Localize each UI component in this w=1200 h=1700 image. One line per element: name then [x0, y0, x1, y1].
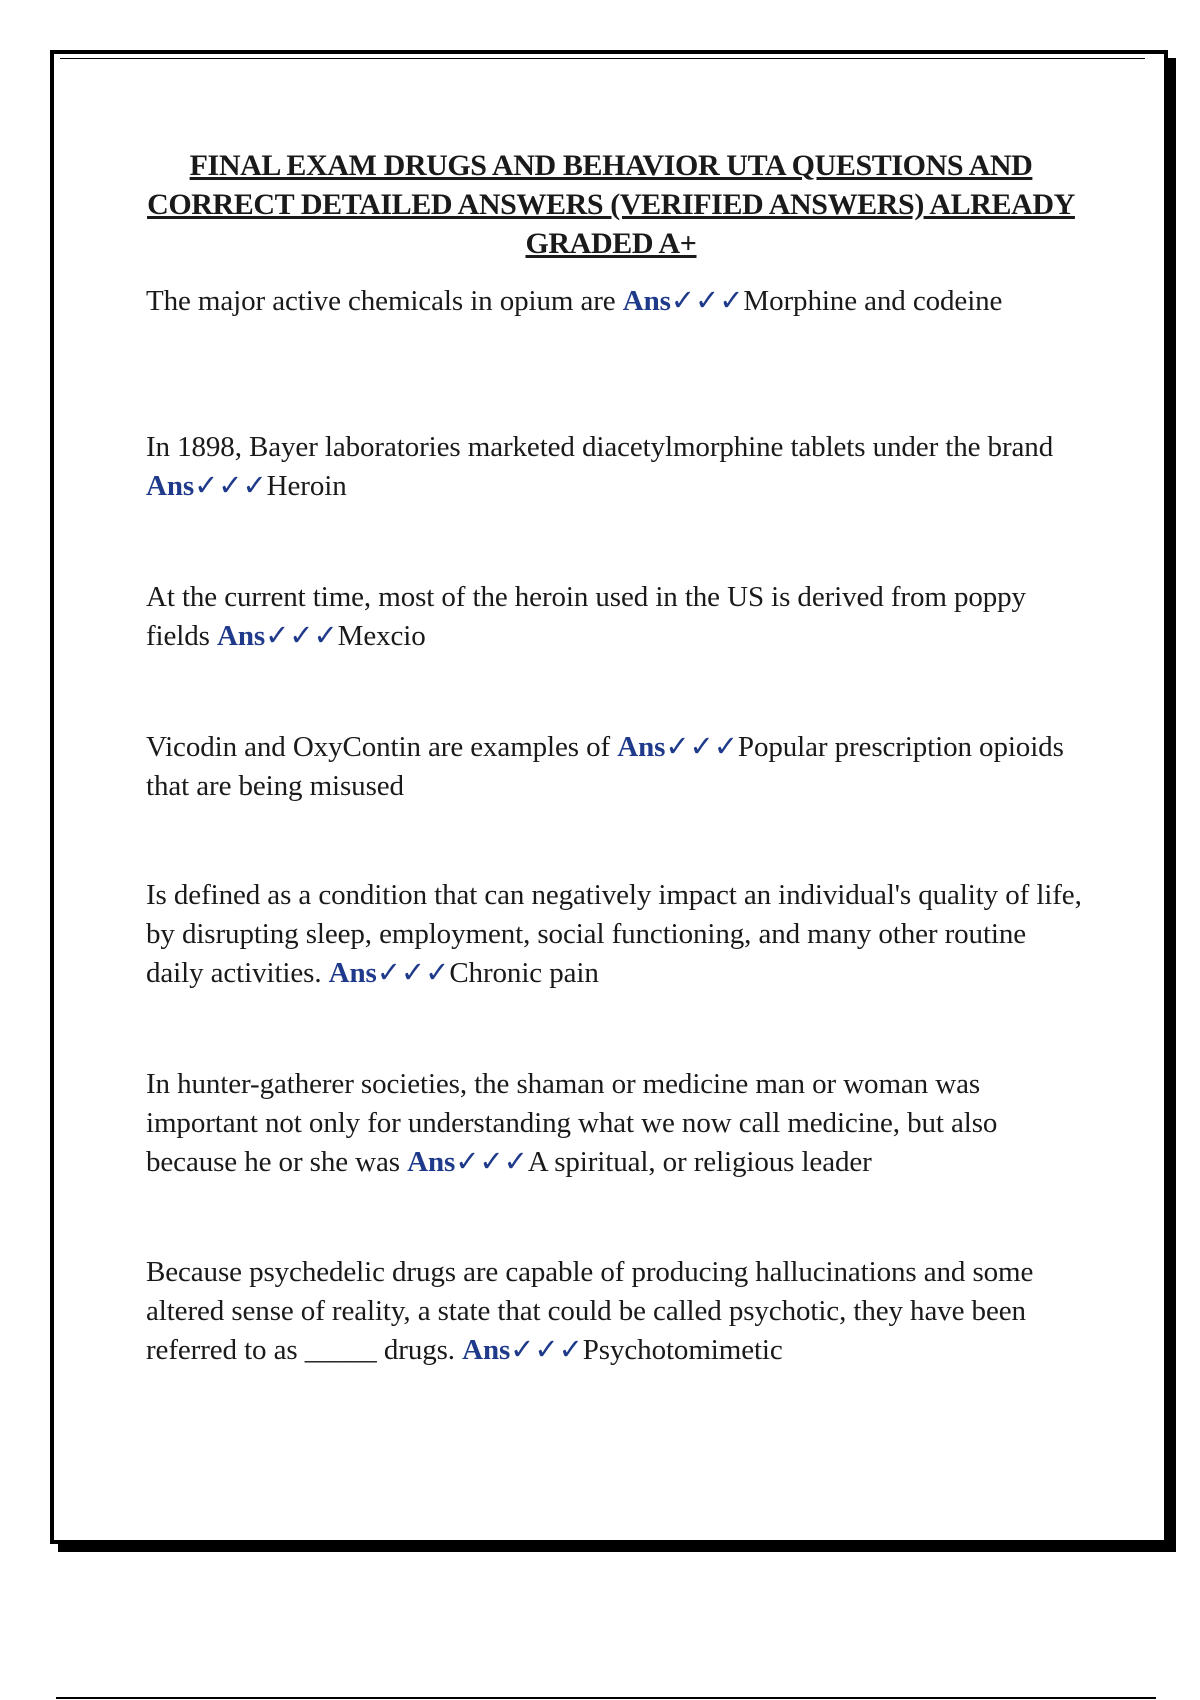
answer-marker: Ans: [146, 470, 195, 502]
answer-text: Heroin: [266, 470, 347, 502]
check-marks-icon: ✓✓✓: [670, 285, 744, 317]
check-marks-icon: ✓✓✓: [665, 731, 738, 763]
answer-marker: Ans: [622, 285, 671, 317]
qa-item-4: [146, 728, 1086, 806]
qa-item-1: [146, 282, 1086, 321]
qa-item-7: [146, 1253, 1086, 1370]
qa-item-6: [146, 1065, 1086, 1182]
answer-marker: Ans: [617, 731, 666, 763]
answer-text: Chronic pain: [449, 957, 599, 989]
question-text: The major active chemicals in opium are: [146, 285, 616, 317]
answer-text: Morphine and codeine: [743, 285, 1003, 317]
answer-marker: Ans: [407, 1146, 456, 1178]
qa-item-2: [146, 428, 1086, 506]
answer-marker: Ans: [217, 620, 266, 652]
answer-text: Psychotomimetic: [582, 1334, 783, 1366]
question-text: Is defined as a condition that can negatively impact an individual's quality of life, by disrupting sleep, employment, social functioning, and many other routine daily activities.: [146, 879, 1082, 989]
answer-text: Popular prescription opioids that are being misused: [146, 731, 1064, 802]
document-title: FINAL EXAM DRUGS AND BEHAVIOR UTA QUESTIONS AND CORRECT DETAILED ANSWERS (VERIFIED ANSWERS) ALREADY GRADED A+: [147, 149, 1075, 260]
bottom-rule: [56, 1697, 1156, 1699]
check-marks-icon: ✓✓✓: [265, 620, 338, 652]
check-marks-icon: ✓✓✓: [376, 957, 450, 989]
check-marks-icon: ✓✓✓: [194, 470, 267, 502]
answer-marker: Ans: [328, 957, 377, 989]
question-text: Vicodin and OxyContin are examples of: [146, 731, 611, 763]
check-marks-icon: ✓✓✓: [510, 1334, 583, 1366]
answer-text: A spiritual, or religious leader: [527, 1146, 872, 1178]
question-text: In 1898, Bayer laboratories marketed diacetylmorphine tablets under the brand: [146, 431, 1054, 463]
question-text: In hunter-gatherer societies, the shaman or medicine man or woman was important not only for understanding what we now call medicine, but also because he or she was: [146, 1068, 998, 1178]
check-marks-icon: ✓✓✓: [455, 1146, 528, 1178]
answer-marker: Ans: [462, 1334, 511, 1366]
qa-item-5: [146, 876, 1086, 993]
answer-text: Mexcio: [337, 620, 426, 652]
top-rule: [60, 58, 1145, 59]
question-text: At the current time, most of the heroin used in the US is derived from poppy fields: [146, 581, 1026, 652]
question-text: Because psychedelic drugs are capable of producing hallucinations and some altered sense of reality, a state that could be called psychotic, they have been referred to as _____ drugs.: [146, 1256, 1034, 1366]
qa-item-3: [146, 578, 1086, 656]
